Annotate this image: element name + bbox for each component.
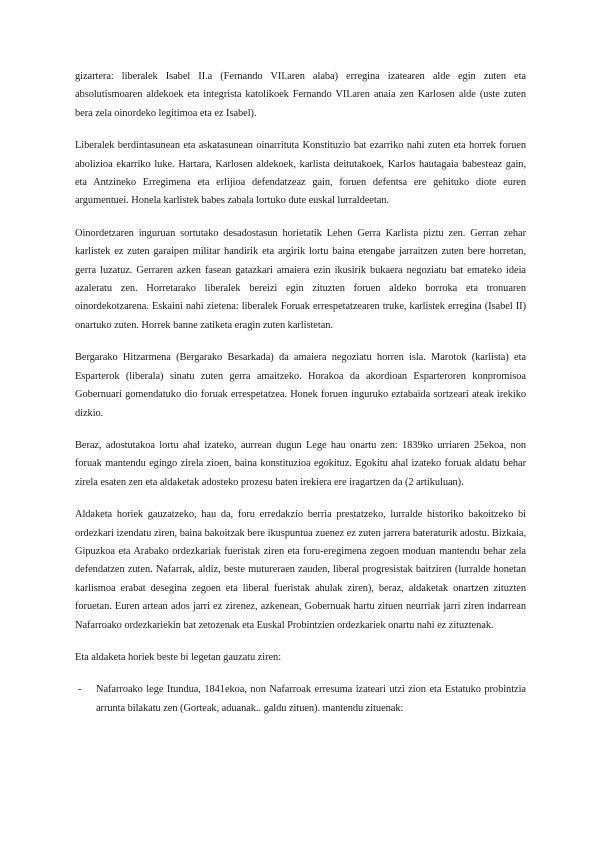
list-item [78,681,526,718]
bullet-list [75,681,526,718]
paragraph-5: Beraz, adostutakoa lortu ahal izateko, aurrean dugun Lege hau onartu zen: 1839ko urriaren 25ekoa, non foruak mantendu egingo zirela zioen, baina konstituzioa egokituz. Egokitu ahal izateko foruak aldatu behar zirela esaten zen eta aldaketak adosteko prozesu baten irekiera ere iragartzen da (2 artikuluan). [75,439,526,488]
paragraph-1: gizartera: liberalek Isabel II.a (Fernando VII.aren alaba) erregina izatearen alde egin zuten eta absolutismoaren aldekoek eta integrista katolikoek Fernando VII.aren anaia zen Karlosen alde (uste zuten bera zela oinordeko legitimoa eta ez Isabel). [75,71,526,119]
paragraph-4: Bergarako Hitzarmena (Bergarako Besarkada) da amaiera negoziatu horren isla. Marotok (karlista) eta Esparterok (liberala) sinatu zuten gerra amaitzeko. Horakoa da akordioan Esparteroren konpromisoa Gobernuari gomendatuko dio foruak errespetatzea. Honek foruen inguruko eztabaida sortzeari ateak irekiko dizkio. [75,352,526,419]
bullet-marker: - [78,684,82,696]
paragraph-6: Aldaketa horiek gauzatzeko, hau da, foru erredakzio berria prestatzeko, lurralde historiko bakoitzeko bi ordezkari izendatu ziren, baina bakoitzak bere ikuspuntua zuenez ez zuten jarrera bateraturik adostu. Bizkaia, Gipuzkoa eta Arabako ordezkariak fueristak ziren eta foru-eregimena zegoen moduan mantendu behar zela defendatzen zuten. Nafarrak, aldiz, beste mutureraen zauden, liberal progresistak baitziren (lurralde honetan karlismoa erabat desegina zegoen eta liberal fueristak ahulak ziren), beraz, aldaketak onartzen zituzten foruetan. Euren artean ados jarri ez zirenez, azkenean, Gobernuak hartu zituen neurriak jarri ziren indarrean Nafarroako ordezkariekin bat zetozenak eta Euskal Probintzien ordezkariek onartu nahi ez zituztenak. [75,509,526,631]
paragraph-7: Eta aldaketa horiek beste bi legetan gauzatu ziren: [75,651,282,663]
document-body [75,68,526,718]
paragraph-3: Oinordetzaren inguruan sortutako desadostasun horietatik Lehen Gerra Karlista piztu zen. Gerran zehar karlistek ez zuten garaipen militar handirik eta argirik lortu baina etengabe jarraitzen zuten bere horretan, gerra luzatuz. Gerraren azken fasean gatazkari amaiera ezin ikusirik bukaera negoziatu bat emateko ideia azaleratu zen. Horretarako liberalek bereizi egin zituzten foruen aldeko borroka eta tronuaren oinordekotzarena. Eskaini nahi zietena: liberalek Foruak errespetatzearen truke, karlistek erregina (Isabel II) onartuko zuten. Horrek banne zatiketa eragin zuten karlistetan. [75,227,526,331]
paragraph-2: Liberalek berdintasunean eta askatasunean oinarrituta Konstituzio bat ezarriko nahi zuten eta horrek foruen abolizioa ekarriko luke. Hartara, Karlosen aldekoek, karlista deitutakoek, Karlos hautagaia babesteaz gain, eta Antzineko Erregimena eta erlijioa defendatzeaz gain, foruen defentsa ere gehituko diote euren argumentuei. Honela karlistek babes zabala lortuko dute euskal lurraldeetan. [75,140,526,207]
list-item-text: Nafarroako lege Itunduа, 1841ekoa, non Nafarroak erresuma izateari utzi zion eta Estatuko probintzia arrunta bilakatu zen (Gorteak, aduanak.. galdu zituen). mantendu zituenak: [96,684,526,714]
